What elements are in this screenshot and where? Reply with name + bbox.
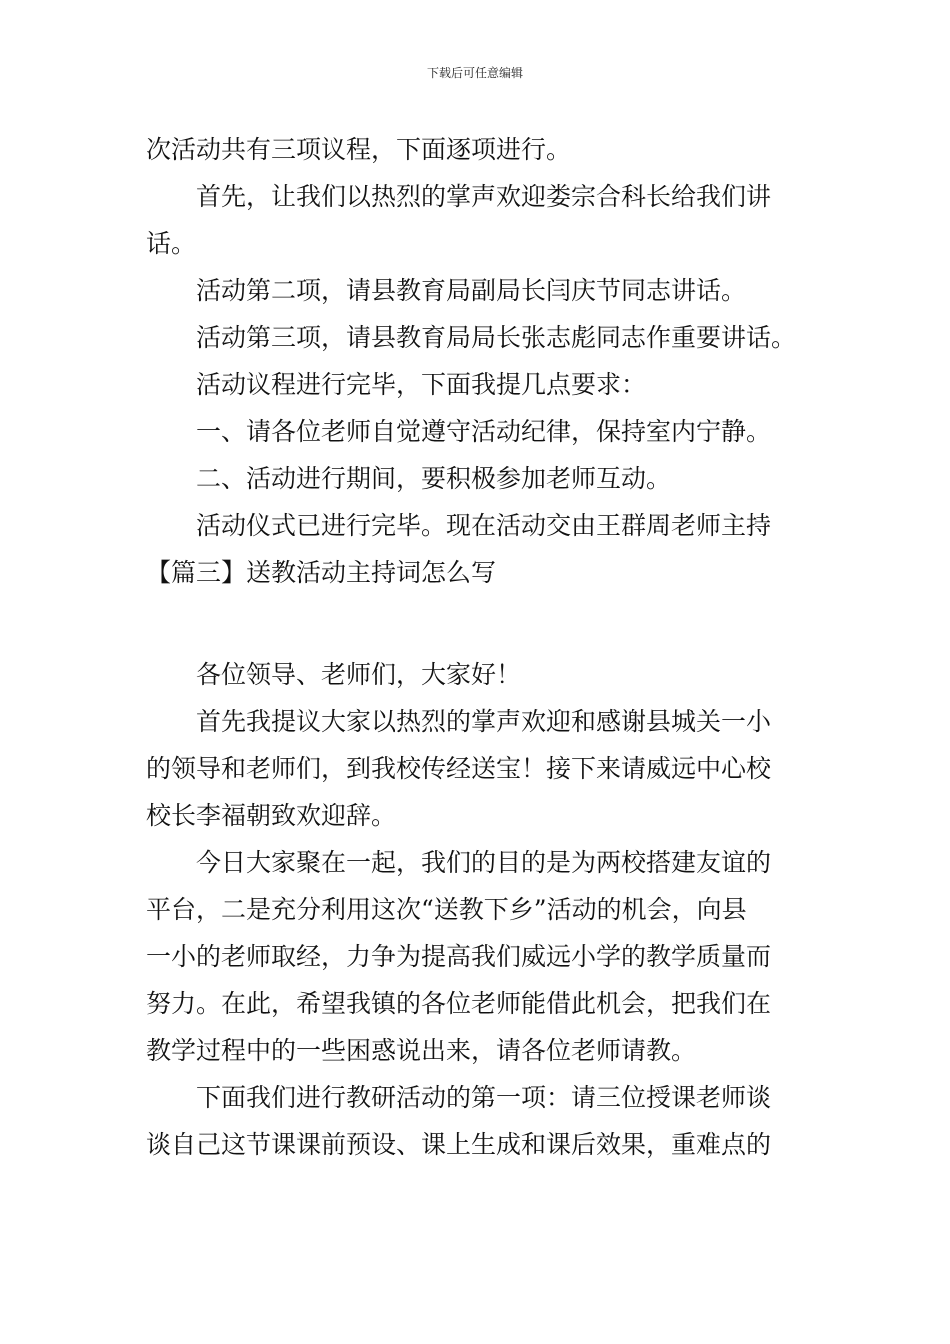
paragraph-line: 活动仪式已进行完毕。现在活动交由王群周老师主持 — [196, 511, 772, 540]
page-header-note: 下载后可任意编辑 — [426, 66, 523, 80]
paragraph-line: 活动第三项，请县教育局局长张志彪同志作重要讲话。 — [196, 323, 797, 352]
paragraph-line: 的领导和老师们，到我校传经送宝！接下来请威远中心校 — [146, 754, 772, 783]
paragraph-line: 今日大家聚在一起，我们的目的是为两校搭建友谊的 — [196, 848, 772, 877]
paragraph-line: 活动议程进行完毕，下面我提几点要求： — [196, 370, 647, 399]
paragraph-line: 二、活动进行期间，要积极参加老师互动。 — [196, 464, 672, 493]
section-title: 【篇三】送教活动主持词怎么写 — [146, 558, 497, 587]
section-gap — [146, 596, 806, 651]
paragraph-line: 次活动共有三项议程，下面逐项进行。 — [146, 135, 572, 164]
paragraph-line: 一、请各位老师自觉遵守活动纪律，保持室内宁静。 — [196, 417, 772, 446]
document-body — [146, 126, 806, 1168]
paragraph-line: 一小的老师取经，力争为提高我们威远小学的教学质量而 — [146, 942, 772, 971]
paragraph-line: 努力。在此，希望我镇的各位老师能借此机会，把我们在 — [146, 989, 772, 1018]
paragraph-line: 活动第二项，请县教育局副局长闫庆节同志讲话。 — [196, 276, 747, 305]
paragraph-line: 校长李福朝致欢迎辞。 — [146, 801, 397, 830]
paragraph-line: 首先我提议大家以热烈的掌声欢迎和感谢县城关一小 — [196, 707, 772, 736]
paragraph-line: 教学过程中的一些困惑说出来，请各位老师请教。 — [146, 1036, 697, 1065]
paragraph-line: 谈自己这节课课前预设、课上生成和课后效果，重难点的 — [146, 1130, 772, 1159]
paragraph-line: 平台，二是充分利用这次“送教下乡”活动的机会，向县 — [146, 895, 747, 924]
paragraph-line: 各位领导、老师们，大家好！ — [196, 660, 522, 689]
paragraph-line: 话。 — [146, 229, 197, 258]
paragraph-line: 首先，让我们以热烈的掌声欢迎娄宗合科长给我们讲 — [196, 182, 772, 211]
paragraph-line: 下面我们进行教研活动的第一项：请三位授课老师谈 — [196, 1083, 772, 1112]
